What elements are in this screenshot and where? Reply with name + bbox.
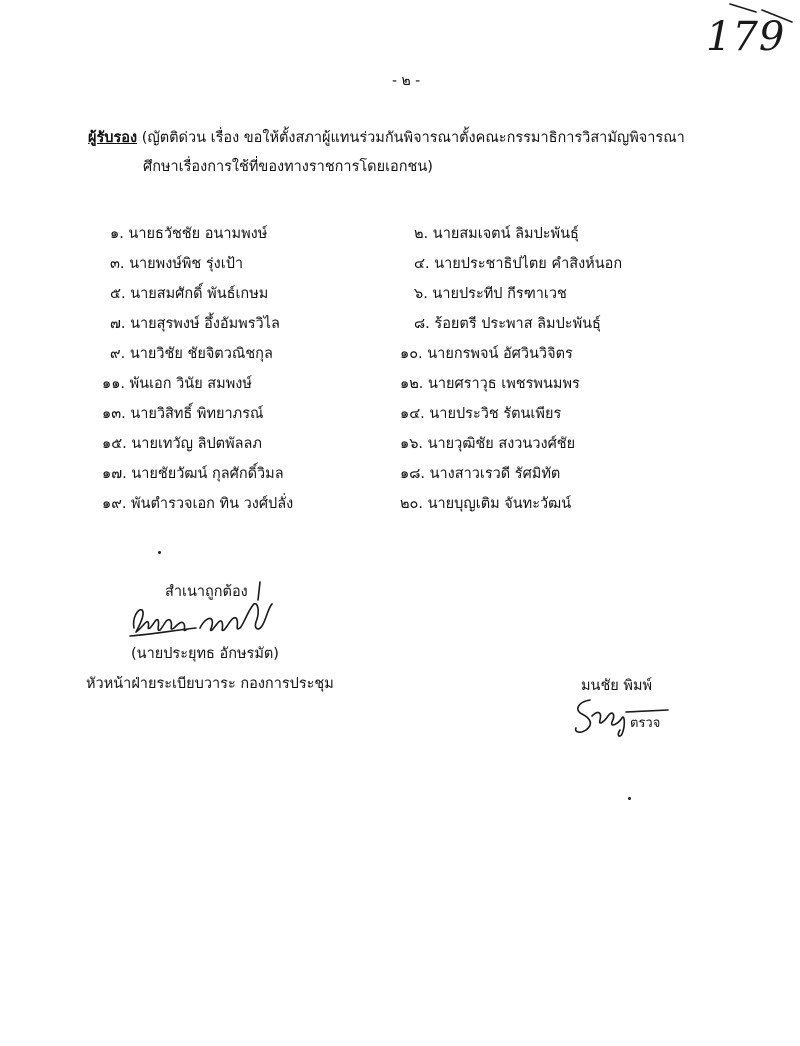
checked-label: ตรวจ [630, 716, 661, 731]
member-item: ๑๙. พันตำรวจเอก ทิน วงศ์ปลั่ง [102, 496, 294, 512]
handwritten-page-number: 179 [706, 14, 786, 60]
certifier-name: (นายประยุทธ อักษรมัต) [131, 646, 279, 662]
typist-name: มนชัย พิมพ์ [581, 678, 653, 694]
member-item: ๑๘. นางสาวเรวดี รัศมิทัต [400, 466, 561, 482]
member-item: ๓. นายพงษ์พิช รุ่งเป้า [110, 256, 244, 272]
member-item: ๒๐. นายบุญเติม จันทะวัฒน์ [400, 496, 572, 512]
member-item: ๑๖. นายวุฒิชัย สงวนวงศ์ชัย [400, 436, 576, 452]
scan-speck [628, 797, 631, 800]
motion-title-line-1: (ญัตติด่วน เรื่อง ขอให้ตั้งสภาผู้แทนร่วมกันพิจารณาตั้งคณะกรรมาธิการวิสามัญพิจารณา [141, 130, 685, 146]
certifier-signature [126, 598, 276, 642]
member-item: ๒. นายสมเจตน์ ลิมปะพันธุ์ [414, 226, 579, 242]
certifiers-label: ผู้รับรอง [88, 130, 138, 146]
member-item: ๑๗. นายชัยวัฒน์ กุลศักดิ์วิมล [102, 466, 284, 482]
corner-mark-strokes [728, 0, 798, 24]
member-item: ๑๓. นายวิสิทธิ์ พิทยาภรณ์ [102, 406, 264, 422]
page-number: - ๒ - [392, 73, 421, 89]
member-item: ๑. นายธวัชชัย อนามพงษ์ [110, 226, 268, 242]
member-item: ๘. ร้อยตรี ประพาส ลิมปะพันธุ์ [414, 316, 601, 332]
header-line-1 [88, 131, 685, 146]
member-item: ๑๔. นายประวิช รัตนเพียร [400, 406, 562, 422]
member-item: ๖. นายประทีป กีรฑาเวช [414, 286, 567, 302]
member-item: ๕. นายสมศักดิ์ พันธ์เกษม [110, 286, 269, 302]
member-item: ๔. นายประชาธิปไตย คำสิงห์นอก [414, 256, 623, 272]
certifier-position: หัวหน้าฝ่ายระเบียบวาระ กองการประชุม [86, 676, 334, 692]
member-item: ๗. นายสุรพงษ์ อึ้งอัมพรวิไล [110, 316, 280, 332]
motion-title-line-2: ศึกษาเรื่องการใช้ที่ของทางราชการโดยเอกชน) [143, 159, 433, 175]
scan-speck [158, 551, 161, 554]
member-item: ๑๐. นายกรพจน์ อัศวินวิจิตร [400, 346, 573, 362]
certified-copy-label: สำเนาถูกต้อง [165, 584, 248, 600]
member-item: ๑๑. พันเอก วินัย สมพงษ์ [102, 376, 252, 392]
member-item: ๑๒. นายศราวุธ เพชรพนมพร [400, 376, 580, 392]
member-item: ๙. นายวิชัย ชัยจิตวณิชกุล [110, 346, 273, 362]
member-item: ๑๕. นายเทวัญ ลิปตพัลลภ [102, 436, 262, 452]
